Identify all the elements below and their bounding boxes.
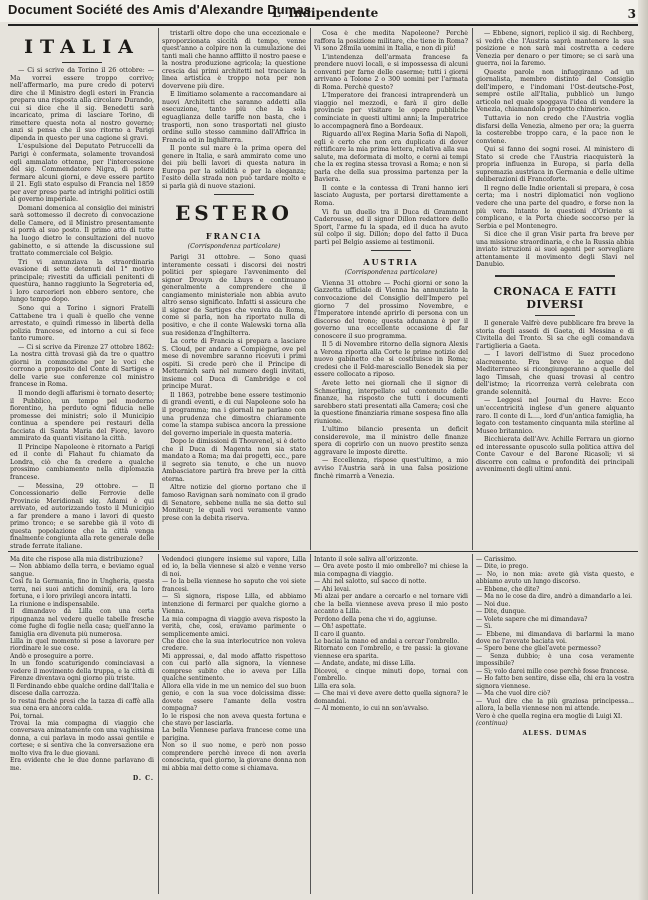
divider [62,62,102,63]
feuilleton-rule [8,551,640,552]
feuilleton-line: Il Ferdinando ebbe qualche ordine dall'Italia e discese dalla carrozza. [10,682,154,698]
feuilleton-line: Ma dite che rispose alla mia distribuzione? [10,556,143,563]
feuilleton-signature: D. C. [132,775,154,783]
article-paragraph: Parigi 31 ottobre. — Sono quasi interamente cessati i discorsi dei nostri politici per spiegare l'avvenimento del signor Drouyn de Lhuys e continuano generalmente a comprendere che il cangiamento ministeriale non abbia avuto altro senso significato. Infatti si assicura che il signor de Sartiges che veniva da Roma, come si parla, non ha riportato nulla di positivo, e che il conte Walewski torna alla sua residenza d'Inghilterra. [162,254,306,337]
article-paragraph: Il conte e la contessa di Trani hanno ieri lasciato Augusta, per portarsi direttamente a Roma. [314,184,468,208]
feuilleton-line: In un fondo scaturigendo cominciavasi a vedere il movimento della truppa, e la città di Firenze diventava ogni giorno più triste. [10,660,154,683]
feuilleton-column-2 [162,556,306,894]
article-paragraph: — Ci si scrive da Torino il 26 ottobre: — Ma vorrei essere troppo corrivo; nell'affermarlo, ma pure credo di potervi dire che il Ministro degli esteri in Francia prepara una risposta alla circolare Durando, cui si dice che il sig. Benedetti sarà incaricato, prima di lasciare Torino, di rimettere questa nota al nostro governo; anzi si pensa che il suo ritorno a Parigi dipenda in questo per una cagione sì gravi. [10,67,154,142]
feuilleton-line: Era evidente che le due donne parlavano di me. [10,757,154,772]
article-paragraph: L'espulsione del Deputato Petruccelli da Parigi è confermata, solamente trovandosi egli ammalato ottenne, per l'intercessione del sig. Commendatore Nigra, di potere fermare alcuni giorni, e deve essere partito il 21. Egli stato espulso di Francia nel 1859 per aver preso parte ad intrighi politici ostili al governo imperiale. [10,143,154,204]
feuilleton-line: Mi appressai, e, dal modo affatto rispettoso con cui parlò alla signora, la viennese comprese subito che io aveva per Lilla qualche sentimento. [162,652,306,683]
feuilleton-line: — Dite, io prego. [476,563,529,571]
article-paragraph: Domani domenica al consiglio dei ministri sarà sottomesso il decreto di convocazione delle Camere, ed il Ministro presentamente si porrà al suo posto. Il primo atto di tutte ha luogo dietro le consultazioni del nuovo gabinetto, e si attende la discussione sul trattato commerciale col Belgio. [10,204,154,258]
divider [371,250,411,251]
feuilleton-line: — Dite, dunque. [476,608,526,616]
continua-note: (continua) [476,719,508,727]
column-austria [314,30,468,549]
feuilleton-line: Io restai finchè presi che la tazza di caffè alla sua cena era ancora calda. [10,697,154,713]
article-paragraph: Avete letto nei giornali che il signor di Schmerling, interpellato sul contenuto delle finanze, ha risposto che tutti i documenti sarebbero stati presentati alla Camera; così che la questione finanziaria rimane sospesa fino alla riunione. [314,379,468,425]
column-divider [472,28,473,550]
article-paragraph: tristarli oltre dopo che una eccezionale e sproporzionata siccità di tempo, venne quest'anno a colpire non la cumulazione dei tanti mali che hanno afflitto il nostro paese e la nostra produzione agricola; la questione crescia dai primi architetti nel tracciare la linea artistica è troppo nota per non dovervene più dire. [162,30,306,90]
article-paragraph: Qui si fanno dei sogni rosei. Al ministero di Stato si crede che l'Austria riacquisterà la propria influenza in Europa, si parla della supremazia austriaca in Germania e delle ultime deliberazioni di Francoforte. [476,146,634,184]
article-paragraph: Vi fu un duello tra il Duca di Grammont Caderousse, ed il signor Dillon redattore dello Sport, l'arme fu la spada, ed il duca ha avuto sul colpo il sig. Dillon; dopo del fatto il Duca partì pel Belgio assieme ai testimonii. [314,208,468,246]
feuilleton-line: — Senza dubbio; è una cosa veramente impossibile? [476,652,634,668]
feuilleton-line: Allora ella vide in me un nemico del suo buon genio, e con la sua voce dolcissima disse: dovete essere l'amante della vostra compagna? [162,682,306,713]
feuilleton-line: — Che mai vi deve avere detto quella signora? le domandai. [314,690,468,705]
article-paragraph: Cosa è che medita Napoleone? Perchè raffora la posizione militare, che tiene in Roma? Vi sono 28mila uomini in Italia, e non di più! [314,30,468,53]
feuilleton-line: — Ma no le cose da dire, andrò a dimandarlo a lei. [476,593,633,601]
feuilleton-line: Il caro il guanto. [314,630,366,638]
feuilleton-line: — Ho fatto ben sentire, disse ella, chi era la vostra signora viennese. [476,675,634,690]
article-paragraph: Il generale Valfrè deve pubblicare fra breve la storia degli assedi di Gaeta, di Messina e di Civitella del Tronto. Si sa che egli comandava l'artiglieria a Gaeta. [476,319,634,350]
feuilleton-line: Perdono della pena che vi do, aggiunse. [314,615,437,623]
column-cronaca [476,30,634,549]
country-heading-francia: FRANCIA [205,231,263,242]
divider [535,315,575,316]
column-divider [310,28,311,550]
feuilleton-line: — Oh! aspettate. [314,623,367,631]
article-paragraph: Il Principe Napoleone è ritornato a Parigi ed il conte di Flahaut fu chiamato da Londra, ciò che fa credere a qualche prossimo cambiamento nella diplomazia francese. [10,443,154,481]
article-paragraph: — Ci si scrive da Firenze 27 ottobre 1862: La nostra città trovasi già da tre o quattro giorni in commozione per le voci che corrono a proposito del Conte di Sartiges e delle varie sue conferenze col ministro francese in Roma. [10,343,154,389]
article-paragraph: Tuttavia io non credo che l'Austria voglia disfarsi della Venezia, almeno per ora; la guerra la costerebbe troppo cara, e la pace non le conviene. [476,115,634,145]
newspaper-name: L' Indipendente [272,6,379,20]
feuilleton-line: — Ahi levai. [314,585,351,593]
column-divider [310,554,311,894]
feuilleton-line: — Sì signora, rispose Lilla, ed abbiamo intenzione di fermarci per qualche giorno a Vienna. [162,593,306,616]
article-paragraph: — Leggesi nel Journal du Havre: Ecco un'eccentricità inglese d'un genere alquanto raro. Il conte di L...., lord d'un'antica famiglia, ha legato con testamento cinquanta mila sterline al Museo britannico. [476,397,634,435]
feuilleton-line: — Andate, andate, mi disse Lilla. [314,660,416,668]
feuilleton-line: — Al momento, io cui nn son'avvalso. [314,705,429,713]
feuilleton-line: — Io la bella viennese ho saputo che voi siete francesi. [162,578,306,593]
article-paragraph: Altre notizie del giorno portano che il famoso Ravignan sarà nominato con il grado di Senatore, sebbene nulla ne sia detto sul Moniteur; le quali voci veramente vanno prese con la debita riserva. [162,484,306,522]
feuilleton-line: La mia compagna di viaggio aveva risposto la verità, che, così, eravamo parimente o semplicemente amici. [162,615,306,638]
feuilleton-line: Che dice che la sua interlocutrice non voleva credere. [162,637,306,653]
article-paragraph: Bicchierata dell'Avv. Achille Ferrara un giorno ed interessante opuscolo sulla politica attiva del Conte Cavour e del Barone Ricasoli; vi si discorre con calma e profondità dei principali avvenimenti degli ultimi anni. [476,436,634,474]
feuilleton-line: Vedendoci giungere insieme sul vapore, Lilla ed io, la bella viennese si alzò e venne verso di noi. [162,556,306,578]
feuilleton-line: — Vuol dire che la più graziosa principessa... allora, la bella viennese non mi attende. [476,697,634,713]
feuilleton-line: Poi, tornai. [10,712,44,720]
feuilleton-line: — Noi due. [476,600,511,608]
feuilleton-line: Lilla in quel momento si pose a lavorare per riordinare le sue cose. [10,637,154,653]
article-paragraph: L'Imperatore dei francesi intraprenderà un viaggio nel mezzodì, e farà il giro delle provincie per visitare le opere pubbliche cominciate in questi ultimi anni; la Imperatrice lo accompagnerà fino a Bordeaux. [314,92,468,130]
feuilleton-column-4 [476,556,634,894]
article-paragraph: — Messina, 29 ottobre. — Il Concessionario delle Ferrovie delle Provincie Meridionali sig. Adami è qui arrivato, ed autorizzando tosto il Municipio a far prendere a mano i lavori di questo primo tronco; e se sarebbe già il voto di questa popolazione che la città venga finalmente congiunta alla rete generale delle strade ferrate italiane. [10,482,154,549]
feuilleton-line: — Volete sapere che mi dimandava? [476,615,588,623]
article-paragraph: L'intendenza dell'armata francese fa prendere nuovi locali, e si impossessa di alcuni conventi per farne delle caserme; tutti i giorni arrivano a Tolone 2 o 300 uomini per l'armata di Roma. Perchè questo? [314,53,468,91]
article-paragraph: Il mondo degli affarismi è tornato deserto; il Pubblico, un tempo pel moderno fiorentino, ha perduto ogni fiducia nelle promesse dei ministri; solo il Municipio continua a spendere pei restauri della facciata di Santa Maria del Fiore, lavoro ammirato da quanti visitano la città. [10,389,154,443]
article-paragraph: — Eccellenza, rispose quest'ultimo, a mio avviso l'Austria sarà in una falsa posizione finchè rimarrà a Venezia. [314,457,468,480]
feuilleton-line: Non so il suo nome, e però non posso comprendere perchè invece di non averla conosciuta, quel giorno, la giovane donna non mi abbia mai detto come si chiamava. [162,742,306,772]
feuilleton-line: La bella Viennese parlava francese come una parigina. [162,727,306,742]
article-paragraph: Si dice che il gran Visir parta fra breve per una missione straordinaria, e che la Russia abbia inviato istruzioni ai suoi agenti per sorvegliare attentamente il movimento degli Slavi nel Danubio. [476,231,634,269]
feuilleton-line: Ritornato con l'ombrello, e tre passi: la giovane viennese era sparita. [314,645,468,660]
section-heading-estero: ESTERO [175,201,293,226]
article-paragraph: Il 1863, potrebbe bene essere testimonio di grandi eventi, e di cui Napoleone solo ha il programma; ma i giornali ne parlano con una prudenza che dimostra chiaramente come la stampa subisca ancora la pressione del governo imperiale in questa materia. [162,391,306,437]
feuilleton-line: Mi alzai per andare a cercarlo e nel tornare vidi che la bella viennese aveva preso il mio posto accanto a Lilla. [314,593,468,616]
column-estero [162,30,306,549]
column-italia [10,30,154,549]
feuilleton-line: Così fu la Germania, fino in Ungheria, questa terra, nei suoi antichi dominii, era la loro fortuna, e i loro privilegi ancora intatti. [10,578,154,601]
page-fold-shadow [638,0,648,900]
article-paragraph: Dopo le dimissioni di Thouvenel, si è detto che il Duca di Magenta non sia stato mandato a Roma; ma dai progetti, ecc., pare il segreto sia tenuto, e che un nuovo Ambasciatore partirà fra breve per la città eterna. [162,438,306,483]
feuilleton-line: — Ora avete posto il mio ombrello? mi chiese la mia compagna di viaggio. [314,563,468,578]
column-divider [158,28,159,550]
header-rule [8,24,640,26]
divider [214,194,254,195]
feuilleton-line: Io le risposi che non aveva questa fortuna e che stavo per lasciarla. [162,712,306,727]
feuilleton-line: — No, io non mia: avete già vista questo, e abbiamo avuto un lungo discorso. [476,570,634,586]
article-paragraph: Sono qui a Torino i signori Fratelli Cattabene tra i quali è quello che venne arrestato, e quindi rimesso in libertà della polizia francese, ed intorno a cui si fece tanto rumore. [10,304,154,343]
feuilleton-line: Lilla era sola. [314,682,356,690]
feuilleton-line: — Ebbene, mi dimandava di barlarmi la mano dove ne l'avevate baciata voi. [476,630,634,645]
correspondence-note: (Corrispondenza particolare) [344,269,438,277]
country-heading-austria: AUSTRIA [363,257,419,268]
article-paragraph: Tri vi annunziava la straordinaria evasione di sette detenuti del 1° motivo principale; rivestiti da ufficiali penitenti di questura, hanno raggiunto la Segreteria ed, i loro carcerieri non ebbero sentore, che lungo tempo dopo. [10,258,154,304]
article-paragraph: — I lavori dell'istmo di Suez procedono alacremente. Fra breve le acque del Mediterraneo si ricongiungeranno a quelle del lago Timsah, che quasi trovasi al centro dell'istmo; la ricorrenza verrà celebrata con grande solennità. [476,351,634,396]
feuilleton-line: — Ahi nel salotto, sul sacco di notte. [314,578,427,586]
section-heading-cronaca: CRONACA E FATTI DIVERSI [493,284,617,311]
article-paragraph: Il regno delle Indie orientali si prepara, è cosa certa; ma i nostri diplomatici non vogliono vedere che una parte del quadro, e forse non la più vera. Intanto le questioni d'Oriente si complicano, e la Porta chiede soccorso per la Serbia e pel Montenegro. [476,184,634,230]
article-paragraph: E limitiamo solamente a raccomandare ai nuovi Architetti che saranno addetti alla esecuzione, tanto più che la sola eguaglianza delle tariffe non basta, che i trasporti, non sono trasportati nel giusto ordine sullo stesso cammino dall'Affrica in Francia ed in Inghilterra. [162,91,306,144]
article-paragraph: La corte di Francia si prepara a lasciare S. Cloud, per andare a Compiègne, ove pel mese di novembre saranno ricevuti i primi ospiti. Si crede però che il Principe di Metternich sarà nel numero degli invitati, insieme col Duca di Cambridge e col principe Murat. [162,338,306,391]
feuilleton-line: Andò e proseguire a porre. [10,652,94,660]
feuilleton-column-3 [314,556,468,894]
section-heading-italia: ITALIA [24,36,140,58]
page-number: 3 [627,7,636,21]
feuilleton-line: Intanto il sole saliva all'orizzonte. [314,556,418,563]
feuilleton-line: Vero è che quella regina era moglie di Luigi XI. [476,712,623,720]
feuilleton-line: — Non abbiamo della terra, e beviamo egual sangue. [10,563,154,578]
author-signature: ALESS. DUMAS [522,730,588,738]
article-paragraph: Il 5 di Novembre ritorno della signora Alexis a Verona riporta alla Corte le prime notizie del nuovo gabinetto che si costituisce in Roma; credesi che il Feld-maresciallo Benedek sia per essere collocato a riposo. [314,341,468,379]
feuilleton-line: — Ebbene, che dite? [476,585,540,593]
feuilleton-line: La riunione e indispensabile. [10,600,100,608]
feuilleton-line: Dicevoi, e cinque minuti dopo, tornai con l'ombrello. [314,667,468,683]
feuilleton-line: — Ma che vuol dire ciò? [476,690,551,698]
feuilleton-line: — Spero bene che gliel'avete permesso? [476,645,601,653]
article-paragraph: L'ultimo bilancio presenta un deficit considerevole, ma il ministro delle finanze spera di coprirlo con un nuovo prestito senza aggravare le imposte dirette. [314,426,468,456]
document-header [0,0,648,22]
document-title: Document Société des Amis d'Alexandre Dumas [8,2,312,17]
feuilleton-column-1 [10,556,154,894]
article-paragraph: Queste parole non infuggiranno ad un giornalista, membro distinto del Consiglio dell'impero, e l'indomani l'Ost-deutsche-Post, sempre ostile all'Italia, pubblicò un lungo articolo nel quale spoggava l'idea di vendere la Venezia, chiamandola progetto chimerico. [476,68,634,114]
correspondence-note: (Corrispondenza particolare) [187,243,281,251]
article-paragraph: Riguardo all'ex Regina Maria Sofia di Napoli, egli è certo che non era duplicato di dover rettificare la mia prima lettera, relativa alla sua salute, ma deformata di molto, e cerni ai tempi che la ex regina stessa trovasi a Roma; e non si parla che della sua prossima partenza per la Baviera. [314,131,468,184]
feuilleton-line: — Sì. [476,623,493,631]
column-divider [158,554,159,894]
feuilleton-line: Le baciai la mano ed andai a cercar l'ombrello. [314,637,460,645]
article-paragraph: Il ponte sul mare è la prima opera del genere in Italia, e sarà ammirato come uno dei più belli lavori di questa natura in Europa per la solidità e per la eleganza; l'esito della strada non può tardare molto e si parla già di nuove stazioni. [162,145,306,190]
article-paragraph: Vienna 31 ottobre — Pochi giorni or sono la Gazzetta ufficiale di Vienna ha annunziato la convocazione del Consiglio dell'Impero pel giorno 7 del prossimo Novembre, e l'Imperatore intende aprirlo di persona con un discorso del trono; questa adunanza è per il governo una eccellente occasione di far conoscere il suo programma. [314,279,468,340]
feuilleton-line: Trovai la mia compagna di viaggio che conversava animatamente con una vaghissima donna, a cui parlava in modo assai gentile e cortese; e si sentiva che la conversazione era molto viva fra le due giovani. [10,719,154,757]
feuilleton-line: Il dimandavo da Lilla con una certa ripugnanza nel vedere quelle tabelle fresche come fughe di foglie nella casa; quell'anno la famiglia era divenuta più numerosa. [10,608,154,638]
column-divider [472,554,473,894]
divider [495,275,615,279]
feuilleton-line: — Sì; volo darei mille cose perchè fosse francese. [476,667,630,675]
article-paragraph: — Ebbene, signori, replicò il sig. di Rechberg, si vedrà che l'Austria saprà mantenere la sua posizione e non sarà mai costretta a cedere Venezia per denaro o per timore; se ci sarà una guerra, noi la faremo. [476,30,634,68]
feuilleton-line: — Carissimo. [476,556,517,563]
